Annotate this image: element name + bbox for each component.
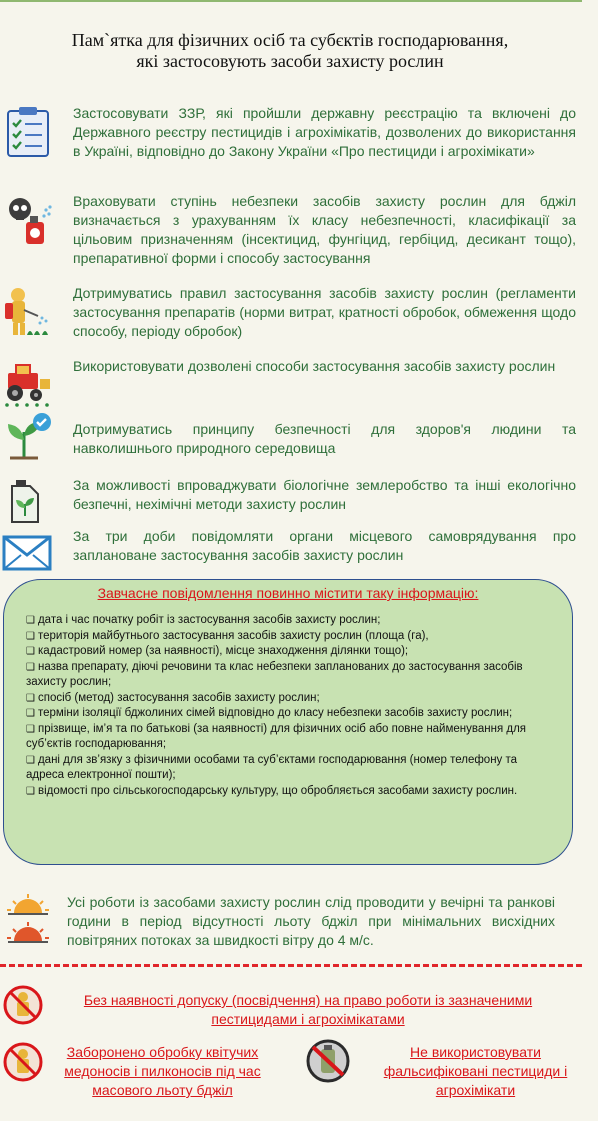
warning-no-permit: Без наявності допуску (посвідчення) на право роботи із зазначеними пестицидами і агрохімікатами: [83, 992, 533, 1027]
checkbox-icon: ❑: [26, 615, 35, 626]
page-title-line-1: Пам`ятка для фізичних осіб та субєктів господарювання,: [71, 30, 509, 50]
checkbox-icon: ❑: [26, 723, 35, 735]
notice-title: Завчасне повідомлення повинно містити таку інформацію:: [97, 585, 479, 601]
plant-checkmark-icon: [2, 410, 54, 462]
checkbox-icon: ❑: [26, 754, 35, 766]
list-item: ❑ терміни ізоляції бджолиних сімей відповідно до класу небезпеки засобів захисту рослин;: [26, 707, 513, 719]
list-item: ❑ прізвище, ім’я та по батькові (за наявності) для фізичних осіб або повне найменування для суб’єктів господарювання;: [26, 722, 527, 750]
envelope-icon: [2, 525, 54, 577]
checkbox-icon: ❑: [26, 708, 35, 719]
sunrise-sunset-icon: [4, 893, 52, 947]
checkbox-icon: ❑: [26, 630, 35, 642]
list-item: ❑ назва препарату, діючі речовини та клас небезпеки запланованих до застосування засобів захисту рослин;: [26, 660, 523, 688]
no-permit-person-icon: [3, 985, 43, 1025]
page-title-line-2: які застосовують засоби захисту рослин: [136, 51, 444, 71]
list-item: ❑ кадастровий номер (за наявності), місце знаходження ділянки тощо);: [26, 645, 409, 657]
clipboard-checklist-icon: [2, 106, 54, 158]
warning-no-fake: Не використовувати фальсифіковані пестициди і агрохімікати: [383, 1044, 568, 1098]
rule-text: За три доби повідомляти органи місцевого самоврядування про заплановане застосування засобів захисту рослин: [73, 528, 576, 563]
bio-canister-icon: [2, 474, 54, 526]
notice-box: [3, 579, 573, 865]
checkbox-icon: ❑: [26, 661, 35, 673]
rule-text: Застосовувати ЗЗР, які пройшли державну реєстрацію та включені до Державного реєстру пестицидів і агрохімікатів, дозволених до використання в Україні, відповідно до Закону України «Про пестициди і агрохімікати»: [73, 105, 576, 159]
list-item: ❑ відомості про сільськогосподарську культуру, що обробляється засобами захисту рослин.: [26, 784, 518, 797]
list-item: ❑ спосіб (метод) застосування засобів захисту рослин;: [26, 691, 320, 704]
dashed-divider: [0, 964, 582, 967]
top-divider: [0, 0, 582, 2]
checkbox-icon: ❑: [26, 646, 35, 657]
rule-text: Дотримуватись правил застосування засобів захисту рослин (регламенти застосування препаратів (норми витрат, кратності обробок, обмеження щодо способу, періоду обробок): [73, 285, 576, 339]
list-item: ❑ дата і час початку робіт із застосування засобів захисту рослин;: [26, 614, 381, 626]
rule-text: Враховувати ступінь небезпеки засобів захисту рослин для бджіл визначається з урахуванням їх класу небезпечності, класифікації за цільовим призначенням (інсектицид, фунгіцид, гербіцид, десикант тощо), препаративної форми і способу застосування: [73, 193, 576, 266]
tractor-icon: [2, 357, 54, 409]
list-item: ❑ територія майбутнього застосування засобів захисту рослин (площа (га),: [26, 629, 429, 642]
rule-text: За можливості впроваджувати біологічне землеробство та інші екологічно безпечні, нехімічні методи захисту рослин: [73, 477, 576, 512]
timing-row: [0, 893, 598, 953]
checkbox-icon: ❑: [26, 785, 35, 797]
skull-sprayer-icon: [2, 194, 54, 246]
protective-suit-sprayer-icon: [2, 286, 54, 338]
rule-text: Дотримуватись принципу безпечності для здоров'я людини та навколишнього природного середовища: [73, 421, 576, 456]
notice-list: [26, 613, 546, 799]
page-title: [0, 30, 580, 72]
list-item: ❑ дані для зв’язку з фізичними особами та суб’єктами господарювання (номер телефону та адреса електронної пошти);: [26, 753, 518, 781]
no-flowering-treatment-icon: [3, 1042, 43, 1082]
checkbox-icon: ❑: [26, 692, 35, 704]
timing-text: Усі роботи із засобами захисту рослин слід проводити у вечірні та ранкові години в період відсутності льоту бджіл при мінімальних висхідних повітряних потоках за швидкості вітру до 4 м/с.: [67, 894, 555, 948]
rule-text: Використовувати дозволені способи застосування засобів захисту рослин: [73, 358, 556, 374]
no-fake-pesticide-icon: [300, 1038, 356, 1084]
warning-no-flowering: Заборонено обробку квітучих медоносів і пилконосів під час масового льоту бджіл: [64, 1044, 261, 1098]
